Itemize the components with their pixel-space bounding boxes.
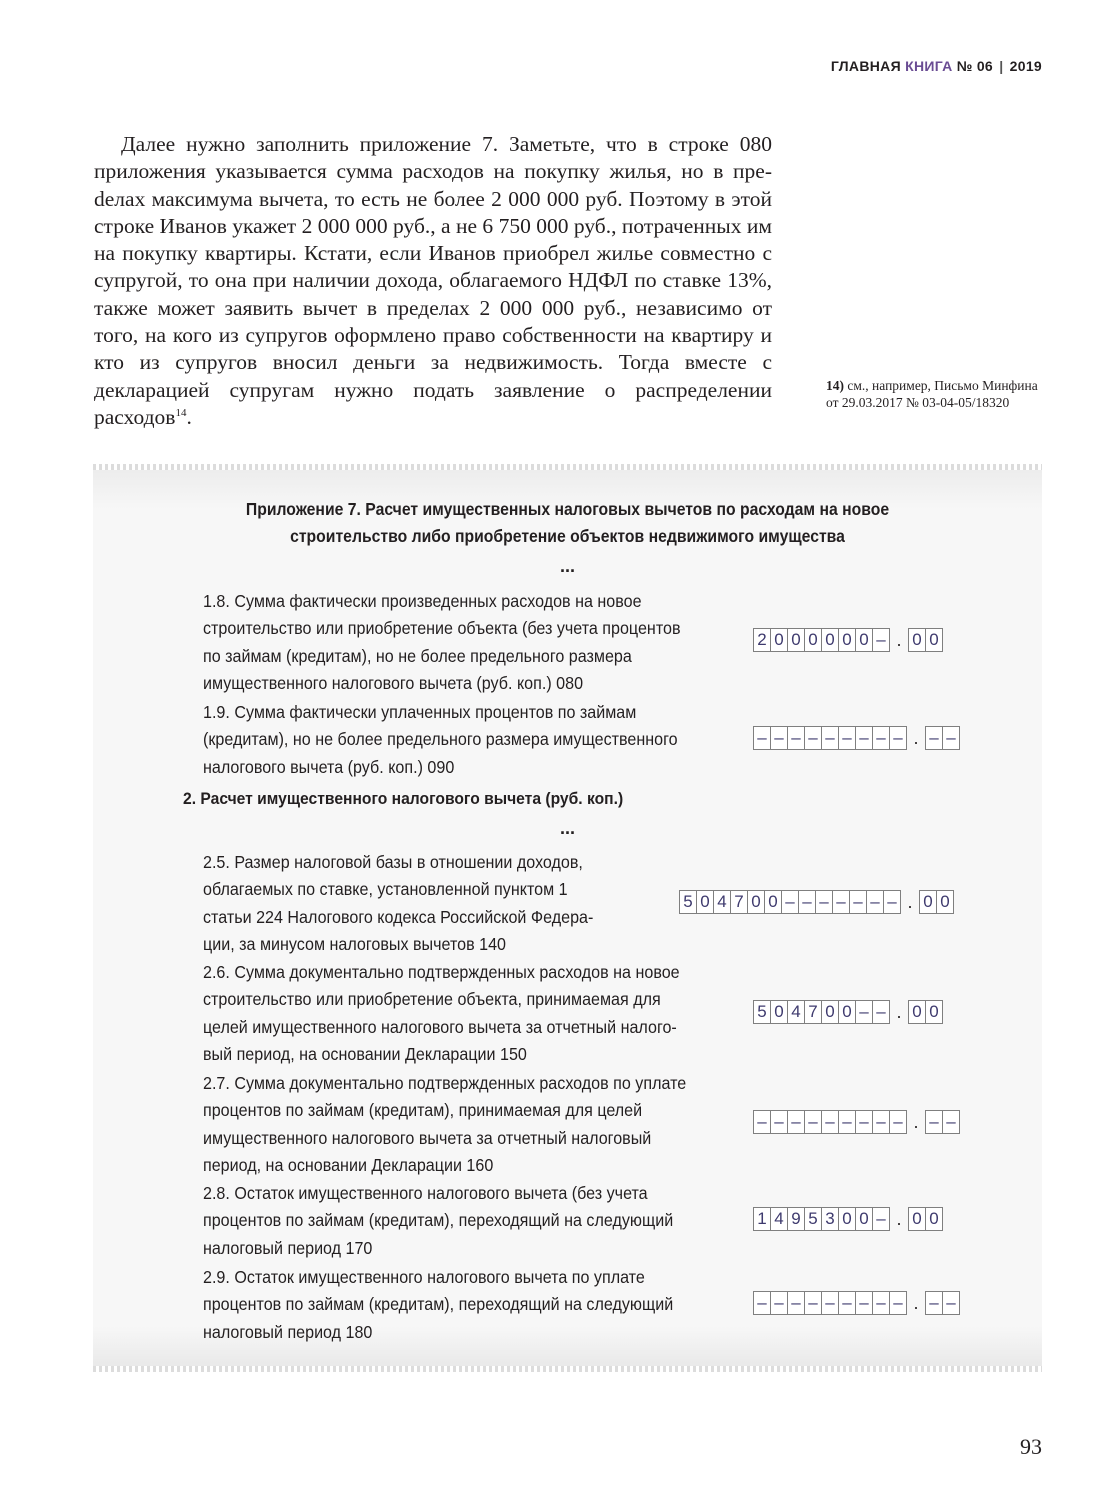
digit-cell: – xyxy=(798,890,816,914)
label-line: процентов по займам (кредитам), переходящий на следующий xyxy=(203,1210,674,1231)
footnote xyxy=(826,377,1046,411)
form-bottom-edge xyxy=(93,1366,1042,1372)
digit-cell: – xyxy=(872,1291,890,1315)
kopeck-cell: 0 xyxy=(925,1207,943,1231)
label-line: налогового вычета (руб. коп.) 090 xyxy=(203,756,455,777)
decimal-separator: . xyxy=(913,1111,919,1132)
form-title xyxy=(140,496,994,550)
digit-cell: – xyxy=(849,890,867,914)
row-180-label xyxy=(203,1264,673,1346)
digit-cell: – xyxy=(787,1291,805,1315)
row-170-label xyxy=(203,1180,673,1262)
row-090-label xyxy=(203,699,678,781)
paragraph-end: . xyxy=(186,404,192,429)
issue-number: № 06 xyxy=(956,58,994,74)
digit-cell: – xyxy=(889,1291,907,1315)
label-line: 2.7. Сумма документально подтвержденных расходов по уплате xyxy=(203,1073,687,1093)
digit-cell: – xyxy=(753,1291,771,1315)
label-line: (кредитам), но не более предельного размера имущественного xyxy=(203,729,678,750)
row-180-field[interactable] xyxy=(753,1291,959,1315)
running-header xyxy=(831,58,1042,74)
digit-cell: – xyxy=(770,1110,788,1134)
digit-cell: – xyxy=(781,890,799,914)
label-line: 2.9. Остаток имущественного налогового вычета по уплате xyxy=(203,1267,645,1287)
label-line: вый период, на основании Декларации 150 xyxy=(203,1043,527,1064)
decimal-separator: . xyxy=(896,1208,902,1229)
digit-cell: – xyxy=(855,1110,873,1134)
form-top-edge xyxy=(93,464,1042,470)
digit-cell: 0 xyxy=(770,628,788,652)
digit-cell: 0 xyxy=(838,1207,856,1231)
row-150-field[interactable] xyxy=(753,1000,942,1024)
kopeck-cell: – xyxy=(942,1291,960,1315)
label-line: налоговый период 180 xyxy=(203,1321,373,1342)
magazine-name-part2: КНИГА xyxy=(905,58,953,74)
label-line: 1.9. Сумма фактически уплаченных процентов по займам xyxy=(203,702,637,722)
decimal-separator: . xyxy=(913,727,919,748)
label-line: 2.5. Размер налоговой базы в отношении доходов, xyxy=(203,852,583,872)
row-170-field[interactable] xyxy=(753,1207,942,1231)
row-160-label xyxy=(203,1070,686,1179)
digit-cell: 9 xyxy=(787,1207,805,1231)
ellipsis-1: ... xyxy=(559,556,575,576)
digit-cell: 0 xyxy=(787,628,805,652)
ellipsis-2: ... xyxy=(559,818,575,838)
digit-cell: – xyxy=(838,1291,856,1315)
kopeck-cell: – xyxy=(925,726,943,750)
digit-cell: – xyxy=(855,1000,873,1024)
digit-cell: – xyxy=(838,1110,856,1134)
digit-cell: 0 xyxy=(770,1000,788,1024)
kopeck-cell: 0 xyxy=(936,890,954,914)
decimal-separator: . xyxy=(896,1001,902,1022)
magazine-name-part1: ГЛАВНАЯ xyxy=(830,58,901,74)
digit-cell: – xyxy=(770,726,788,750)
form-title-line1: Приложение 7. Расчет имущественных налоговых вычетов по расходам на новое xyxy=(245,499,890,519)
label-line: процентов по займам (кредитам), переходящий на следующий xyxy=(203,1294,674,1315)
digit-cell: – xyxy=(889,726,907,750)
digit-cell: 7 xyxy=(804,1000,822,1024)
digit-cell: 0 xyxy=(747,890,765,914)
digit-cell: – xyxy=(855,1291,873,1315)
kopeck-cell: – xyxy=(925,1291,943,1315)
digit-cell: – xyxy=(787,1110,805,1134)
row-140-field[interactable] xyxy=(679,890,953,914)
row-080-label xyxy=(203,588,681,697)
label-line: облагаемых по ставке, установленной пунктом 1 xyxy=(203,879,568,900)
footnote-reference[interactable]: 14 xyxy=(175,406,187,419)
digit-cell: – xyxy=(872,1110,890,1134)
digit-cell: 0 xyxy=(821,1000,839,1024)
label-line: целей имущественного налогового вычета за отчетный налого- xyxy=(203,1016,677,1037)
kopeck-cell: – xyxy=(925,1110,943,1134)
label-line: статьи 224 Налогового кодекса Российской Федера- xyxy=(203,906,594,927)
digit-cell: 0 xyxy=(804,628,822,652)
issue-year: 2019 xyxy=(1009,58,1042,74)
digit-cell: – xyxy=(804,1110,822,1134)
digit-cell: – xyxy=(832,890,850,914)
digit-cell: – xyxy=(883,890,901,914)
digit-cell: – xyxy=(753,726,771,750)
digit-cell: 5 xyxy=(804,1207,822,1231)
label-line: период, на основании Декларации 160 xyxy=(203,1154,494,1175)
main-paragraph xyxy=(94,131,772,431)
digit-cell: 5 xyxy=(679,890,697,914)
kopeck-cell: – xyxy=(942,726,960,750)
digit-cell: 0 xyxy=(855,1207,873,1231)
digit-cell: – xyxy=(872,726,890,750)
digit-cell: 4 xyxy=(770,1207,788,1231)
digit-cell: 3 xyxy=(821,1207,839,1231)
paragraph-text: Далее нужно заполнить приложение 7. Заметьте, что в строке 080 приложения указывается сумма расходов на покупку жилья, но в преdелах максимума вычета, то есть не более 2 000 000 руб. Поэтому в этой строке Иванов укажет 2 000 000 руб., а не 6 750 000 руб., потраченных им на покупку квартиры. Кстати, если Иванов приобрел жилье совместно с супругой, то она при наличии дохода, облагаемого НДФЛ по ставке 13%, также может заявить вычет в пределах 2 000 000 руб., независимо от того, на кого из супругов оформлено право собственности на квартиру и кто из супругов вносил деньги за недвижимость. Тогда вместе с декларацией супругам нужно подать заявление о распределении расходов xyxy=(94,132,772,429)
row-150-label xyxy=(203,959,680,1068)
digit-cell: – xyxy=(855,726,873,750)
label-line: 1.8. Сумма фактически произведенных расходов на новое xyxy=(203,591,642,611)
label-line: 2.6. Сумма документально подтвержденных расходов на новое xyxy=(203,962,680,982)
digit-cell: 4 xyxy=(787,1000,805,1024)
digit-cell: 5 xyxy=(753,1000,771,1024)
digit-cell: 2 xyxy=(753,628,771,652)
label-line: по займам (кредитам), но не более предельного размера xyxy=(203,645,632,666)
row-090-field[interactable] xyxy=(753,726,959,750)
digit-cell: – xyxy=(804,726,822,750)
form-title-line2: строительство либо приобретение объектов недвижимого имущества xyxy=(290,526,845,546)
footnote-text: см., например, Письмо Минфина от 29.03.2017 № 03-04-05/18320 xyxy=(826,378,1038,410)
kopeck-cell: 0 xyxy=(925,628,943,652)
kopeck-cell: 0 xyxy=(919,890,937,914)
digit-cell: 0 xyxy=(838,628,856,652)
footnote-number: 14) xyxy=(826,378,844,393)
digit-cell: – xyxy=(838,726,856,750)
digit-cell: 4 xyxy=(713,890,731,914)
digit-cell: 7 xyxy=(730,890,748,914)
digit-cell: – xyxy=(815,890,833,914)
label-line: имущественного налогового вычета за отчетный налоговый xyxy=(203,1127,652,1148)
digit-cell: – xyxy=(753,1110,771,1134)
label-line: 2.8. Остаток имущественного налогового вычета (без учета xyxy=(203,1183,648,1203)
digit-cell: – xyxy=(770,1291,788,1315)
kopeck-cell: 0 xyxy=(908,628,926,652)
digit-cell: – xyxy=(787,726,805,750)
digit-cell: 1 xyxy=(753,1207,771,1231)
digit-cell: – xyxy=(872,628,890,652)
digit-cell: 0 xyxy=(838,1000,856,1024)
digit-cell: – xyxy=(889,1110,907,1134)
decimal-separator: . xyxy=(907,891,913,912)
digit-cell: 0 xyxy=(855,628,873,652)
row-140-label xyxy=(203,849,593,958)
digit-cell: 0 xyxy=(821,628,839,652)
label-line: процентов по займам (кредитам), принимаемая для целей xyxy=(203,1100,643,1121)
digit-cell: – xyxy=(804,1291,822,1315)
label-line: ции, за минусом налоговых вычетов 140 xyxy=(203,933,506,954)
kopeck-cell: 0 xyxy=(908,1000,926,1024)
digit-cell: – xyxy=(872,1207,890,1231)
page-number: 93 xyxy=(1020,1434,1042,1459)
digit-cell: 0 xyxy=(764,890,782,914)
kopeck-cell: – xyxy=(942,1110,960,1134)
digit-cell: – xyxy=(821,726,839,750)
label-line: строительство или приобретение объекта (без учета процентов xyxy=(203,618,681,639)
digit-cell: – xyxy=(866,890,884,914)
label-line: налоговый период 170 xyxy=(203,1237,373,1258)
digit-cell: 0 xyxy=(696,890,714,914)
row-160-field[interactable] xyxy=(753,1110,959,1134)
decimal-separator: . xyxy=(896,629,902,650)
label-line: строительство или приобретение объекта, принимаемая для xyxy=(203,989,661,1010)
label-line: имущественного налогового вычета (руб. коп.) 080 xyxy=(203,672,584,693)
digit-cell: – xyxy=(821,1110,839,1134)
decimal-separator: . xyxy=(913,1292,919,1313)
form-excerpt xyxy=(93,464,1042,1372)
kopeck-cell: 0 xyxy=(925,1000,943,1024)
header-separator: | xyxy=(999,58,1004,74)
row-080-field[interactable] xyxy=(753,628,942,652)
digit-cell: – xyxy=(821,1291,839,1315)
digit-cell: – xyxy=(872,1000,890,1024)
kopeck-cell: 0 xyxy=(908,1207,926,1231)
section-2-title: 2. Расчет имущественного налогового вычета (руб. коп.) xyxy=(183,789,624,808)
